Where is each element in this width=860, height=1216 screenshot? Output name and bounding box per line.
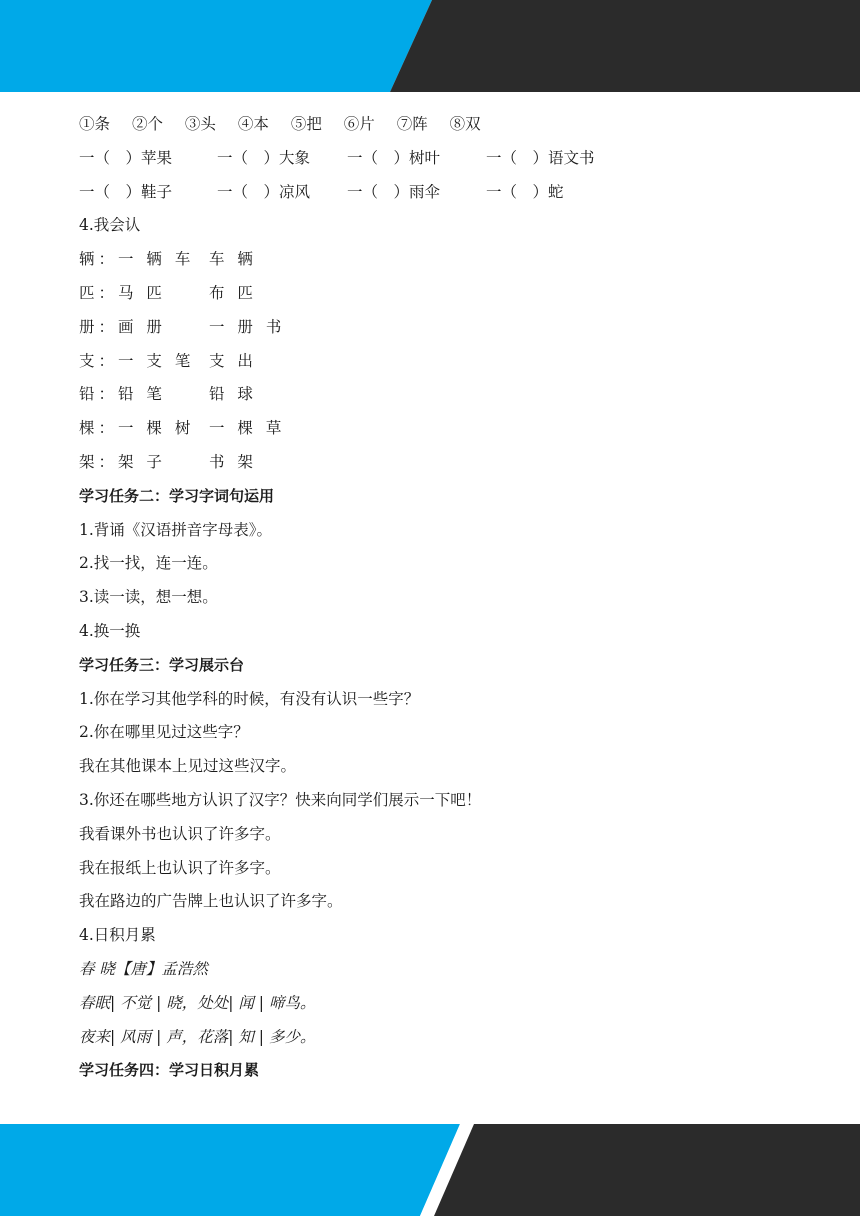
section-heading: 4.我会认	[79, 216, 141, 235]
task3-title: 学习任务三：学习展示台	[79, 655, 245, 674]
char-word-1: 匹：马 匹	[79, 283, 166, 302]
char-recognition-row	[79, 311, 799, 345]
fill-blank-item: 一（ ）语文书	[486, 148, 595, 167]
fill-blank-item: 一（ ）鞋子	[79, 182, 173, 201]
header-band	[0, 0, 860, 92]
char-recognition-row	[79, 446, 799, 480]
char-word-1: 棵：一 棵 树	[79, 419, 195, 438]
task3-line: 我在其他课本上见过这些汉字。	[79, 757, 297, 776]
task3-line: 3.你还在哪些地方认识了汉字？快来向同学们展示一下吧！	[79, 790, 482, 809]
measure-option: ③头	[184, 115, 216, 133]
measure-option: ⑤把	[290, 115, 322, 133]
fill-blank-row	[79, 176, 799, 210]
char-word-1: 架：架 子	[79, 452, 166, 471]
fill-blank-item: 一（ ）蛇	[486, 182, 564, 201]
task3-line: 1.你在学习其他学科的时候，有没有认识一些字？	[79, 689, 420, 708]
task4-title: 学习任务四：学习日积月累	[79, 1061, 260, 1080]
fill-blank-row	[79, 142, 799, 176]
char-word-2: 支 出	[209, 351, 257, 370]
measure-option: ⑥片	[343, 115, 375, 133]
fill-blank-item: 一（ ）苹果	[79, 148, 173, 167]
task3-line: 2.你在哪里见过这些字？	[79, 723, 249, 742]
task3-line: 我看课外书也认识了许多字。	[79, 824, 281, 843]
char-word-1: 册：画 册	[79, 317, 166, 336]
task2-item: 2.找一找，连一连。	[79, 554, 218, 573]
poem-line: 春眠| 不觉 | 晓，处处| 闻 | 啼鸟。	[79, 993, 316, 1012]
poem-line: 夜来| 风雨 | 声，花落| 知 | 多少。	[79, 1027, 316, 1046]
fill-blank-item: 一（ ）大象	[217, 148, 311, 167]
char-word-2: 书 架	[209, 452, 257, 471]
char-word-1: 支：一 支 笔	[79, 351, 195, 370]
char-word-2: 布 匹	[209, 283, 257, 302]
char-recognition-row	[79, 243, 799, 277]
header-dark-shape	[390, 0, 860, 92]
document-body	[79, 108, 799, 1088]
task2-title: 学习任务二：学习字词句运用	[79, 486, 275, 505]
char-word-2: 车 辆	[209, 250, 257, 269]
char-word-1: 铅：铅 笔	[79, 385, 166, 404]
char-word-2: 铅 球	[209, 385, 257, 404]
measure-option: ⑧双	[449, 115, 481, 133]
measure-option: ①条	[79, 115, 111, 133]
header-blue-shape	[0, 0, 432, 92]
char-recognition-row	[79, 345, 799, 379]
fill-blank-item: 一（ ）凉风	[217, 182, 311, 201]
task3-line: 我在路边的广告牌上也认识了许多字。	[79, 892, 343, 911]
measure-option: ②个	[131, 115, 163, 133]
fill-blank-item: 一（ ）雨伞	[347, 182, 441, 201]
char-recognition-row	[79, 378, 799, 412]
char-recognition-row	[79, 412, 799, 446]
task2-item: 1.背诵《汉语拼音字母表》。	[79, 520, 273, 539]
footer-dark-shape	[434, 1124, 860, 1216]
footer-blue-shape	[0, 1124, 460, 1216]
measure-options-row	[79, 108, 799, 142]
task2-item: 4.换一换	[79, 621, 141, 640]
task2-item: 3.读一读，想一想。	[79, 588, 218, 607]
char-word-1: 辆：一 辆 车	[79, 250, 195, 269]
footer-band	[0, 1124, 860, 1216]
char-word-2: 一 棵 草	[209, 419, 286, 438]
poem-title: 春 晓【唐】孟浩然	[79, 959, 208, 978]
char-word-2: 一 册 书	[209, 317, 286, 336]
task3-line: 我在报纸上也认识了许多字。	[79, 858, 281, 877]
measure-option: ⑦阵	[396, 115, 428, 133]
measure-option: ④本	[237, 115, 269, 133]
task3-line: 4.日积月累	[79, 926, 156, 945]
fill-blank-item: 一（ ）树叶	[347, 148, 441, 167]
char-recognition-row	[79, 277, 799, 311]
